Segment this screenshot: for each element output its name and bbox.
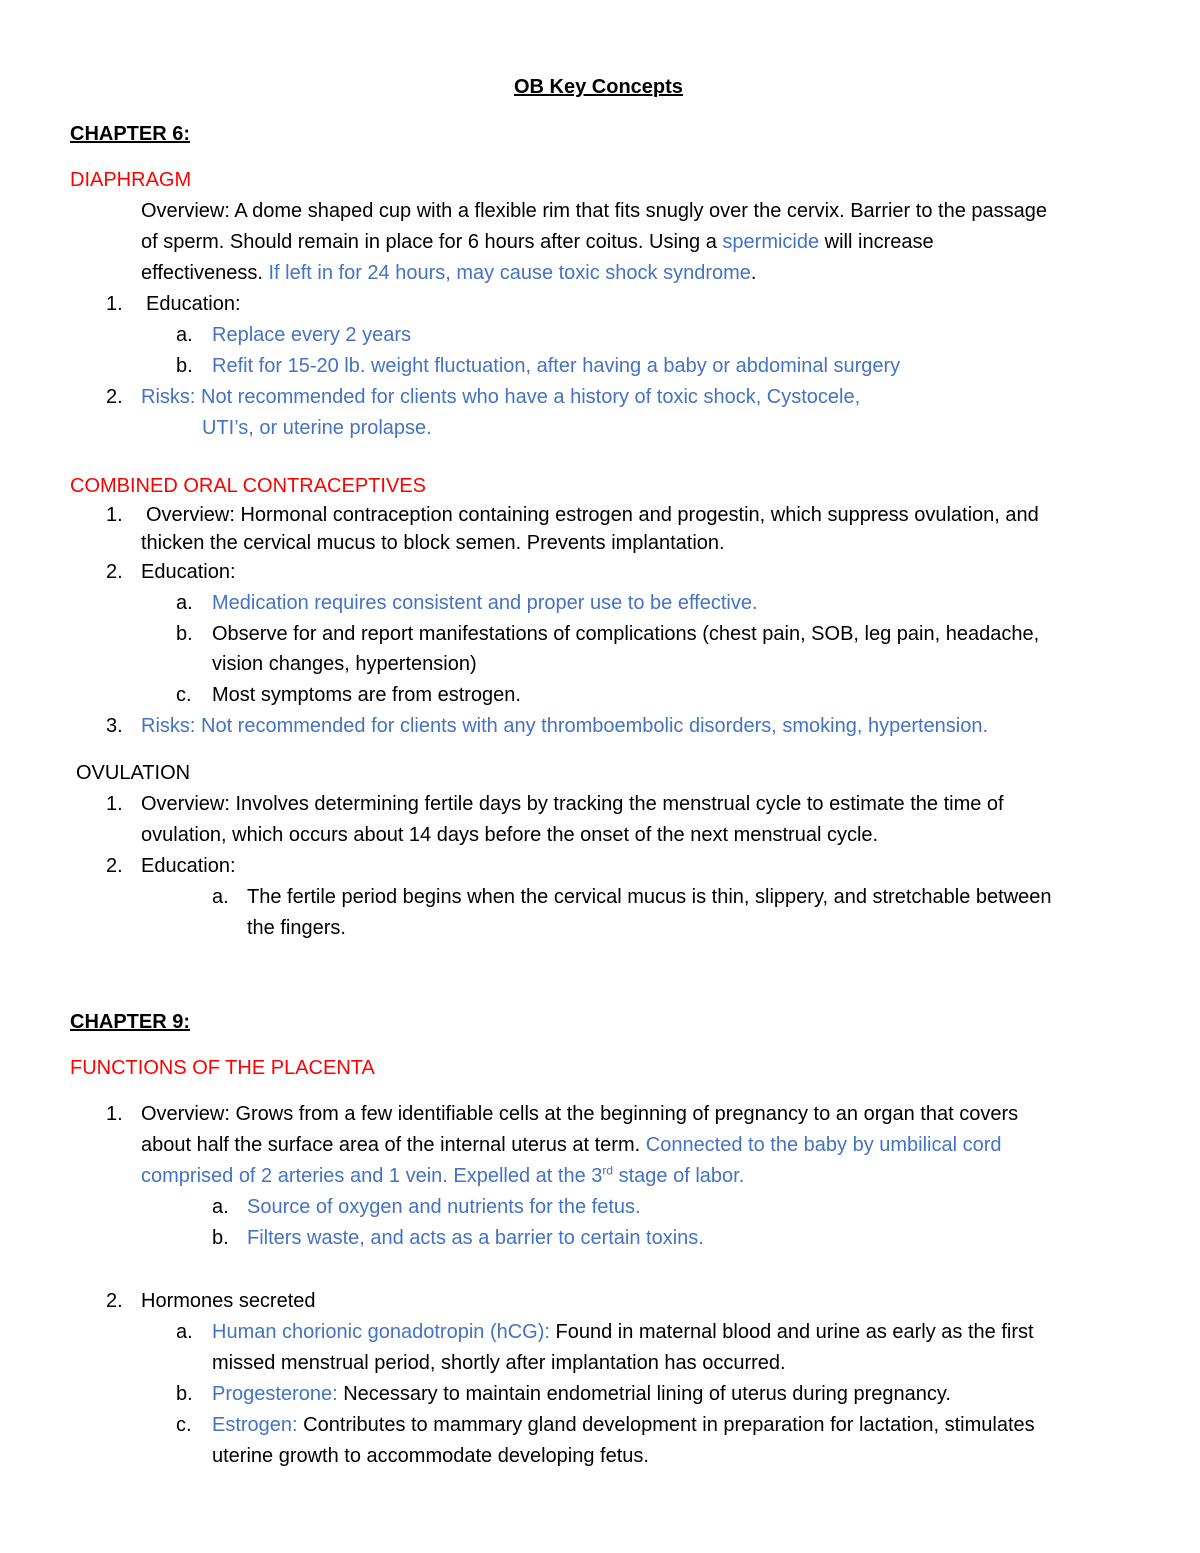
diaphragm-overview-text: effectiveness. [141, 262, 269, 284]
ovulation-education-label: Education: [141, 855, 236, 877]
ovulation-heading: OVULATION [76, 762, 191, 784]
list-letter: b. [176, 1383, 193, 1405]
diaphragm-heading: DIAPHRAGM [70, 169, 192, 191]
coc-education-label: Education: [141, 561, 236, 583]
list-number: 2. [106, 386, 123, 408]
hormone-estrogen-text: Contributes to mammary gland development in preparation for lactation, stimulates [297, 1414, 1035, 1436]
page-title: OB Key Concepts [514, 76, 683, 98]
coc-education-a: Medication requires consistent and proper use to be effective. [212, 592, 758, 614]
ovulation-overview-line-1: Overview: Involves determining fertile days by tracking the menstrual cycle to estimate the time of [141, 793, 1004, 815]
list-letter: c. [176, 684, 192, 706]
ordinal-superscript: rd [602, 1163, 614, 1178]
ovulation-education-a-line-2: the fingers. [247, 917, 346, 939]
hormone-progesterone-name: Progesterone: [212, 1383, 338, 1405]
list-letter: c. [176, 1414, 192, 1436]
placenta-overview-line-1: Overview: Grows from a few identifiable cells at the beginning of pregnancy to an organ that covers [141, 1103, 1019, 1125]
placenta-heading: FUNCTIONS OF THE PLACENTA [70, 1057, 375, 1079]
hormone-estrogen-line-2: uterine growth to accommodate developing fetus. [212, 1445, 649, 1467]
hormone-progesterone [212, 1382, 951, 1406]
umbilical-cord-highlight: comprised of 2 arteries and 1 vein. Expelled at the 3 [141, 1165, 603, 1187]
placenta-overview-line-3 [141, 1164, 744, 1188]
placenta-function-a: Source of oxygen and nutrients for the fetus. [247, 1196, 641, 1218]
placenta-overview-text: about half the surface area of the internal uterus at term. [141, 1134, 646, 1156]
list-letter: a. [176, 1321, 193, 1343]
diaphragm-risks-line-1: Risks: Not recommended for clients who have a history of toxic shock, Cystocele, [141, 386, 861, 408]
hormone-hcg-line-2: missed menstrual period, shortly after implantation has occurred. [212, 1352, 786, 1374]
coc-education-c: Most symptoms are from estrogen. [212, 684, 521, 706]
diaphragm-risks-line-2: UTI’s, or uterine prolapse. [202, 417, 432, 439]
diaphragm-education-a: Replace every 2 years [212, 324, 411, 346]
chapter-6-heading: CHAPTER 6: [70, 123, 191, 145]
spermicide-highlight: spermicide [722, 231, 820, 253]
list-number: 2. [106, 561, 123, 583]
hormone-hcg-name: Human chorionic gonadotropin (hCG): [212, 1321, 550, 1343]
hormone-hcg-text: Found in maternal blood and urine as early as the first [549, 1321, 1034, 1343]
diaphragm-overview-line-3 [141, 261, 756, 285]
hormone-estrogen-name: Estrogen: [212, 1414, 298, 1436]
coc-heading: COMBINED ORAL CONTRACEPTIVES [70, 475, 426, 497]
hormone-hcg-line-1 [212, 1320, 1034, 1344]
umbilical-cord-highlight: stage of labor. [613, 1165, 745, 1187]
list-number: 1. [106, 1103, 123, 1125]
list-letter: a. [212, 1196, 229, 1218]
list-letter: b. [212, 1227, 229, 1249]
list-number: 1. [106, 793, 123, 815]
coc-overview-line-2: thicken the cervical mucus to block semen. Prevents implantation. [141, 532, 725, 554]
hormones-label: Hormones secreted [141, 1290, 316, 1312]
list-number: 2. [106, 855, 123, 877]
coc-education-b-line-2: vision changes, hypertension) [212, 653, 477, 675]
umbilical-cord-highlight: Connected to the baby by umbilical cord [645, 1134, 1002, 1156]
diaphragm-overview-line-2 [141, 230, 934, 254]
hormone-estrogen-line-1 [212, 1413, 1035, 1437]
ovulation-overview-line-2: ovulation, which occurs about 14 days before the onset of the next menstrual cycle. [141, 824, 879, 846]
hormone-progesterone-text: Necessary to maintain endometrial lining of uterus during pregnancy. [337, 1383, 951, 1405]
list-number: 3. [106, 715, 123, 737]
diaphragm-education-b: Refit for 15-20 lb. weight fluctuation, after having a baby or abdominal surgery [212, 355, 901, 377]
ovulation-education-a-line-1: The fertile period begins when the cervical mucus is thin, slippery, and stretchable between [247, 886, 1052, 908]
diaphragm-overview-text: . [750, 262, 757, 284]
list-letter: a. [176, 592, 193, 614]
list-letter: a. [176, 324, 193, 346]
coc-overview-line-1: Overview: Hormonal contraception containing estrogen and progestin, which suppress ovulation, and [146, 504, 1039, 526]
list-number: 2. [106, 1290, 123, 1312]
diaphragm-overview-text: of sperm. Should remain in place for 6 hours after coitus. Using a [141, 231, 723, 253]
list-number: 1. [106, 293, 123, 315]
list-number: 1. [106, 504, 123, 526]
diaphragm-overview-text: will increase [819, 231, 934, 253]
toxic-shock-warning: If left in for 24 hours, may cause toxic shock syndrome [268, 262, 751, 284]
chapter-9-heading: CHAPTER 9: [70, 1011, 191, 1033]
diaphragm-education-label: Education: [146, 293, 241, 315]
placenta-function-b: Filters waste, and acts as a barrier to certain toxins. [247, 1227, 704, 1249]
list-letter: a. [212, 886, 229, 908]
placenta-overview-line-2 [141, 1133, 1002, 1157]
diaphragm-overview-line-1: Overview: A dome shaped cup with a flexible rim that fits snugly over the cervix. Barrier to the passage [141, 200, 1047, 222]
coc-risks: Risks: Not recommended for clients with any thromboembolic disorders, smoking, hypertension. [141, 715, 989, 737]
list-letter: b. [176, 623, 193, 645]
coc-education-b-line-1: Observe for and report manifestations of complications (chest pain, SOB, leg pain, headache, [212, 623, 1040, 645]
list-letter: b. [176, 355, 193, 377]
